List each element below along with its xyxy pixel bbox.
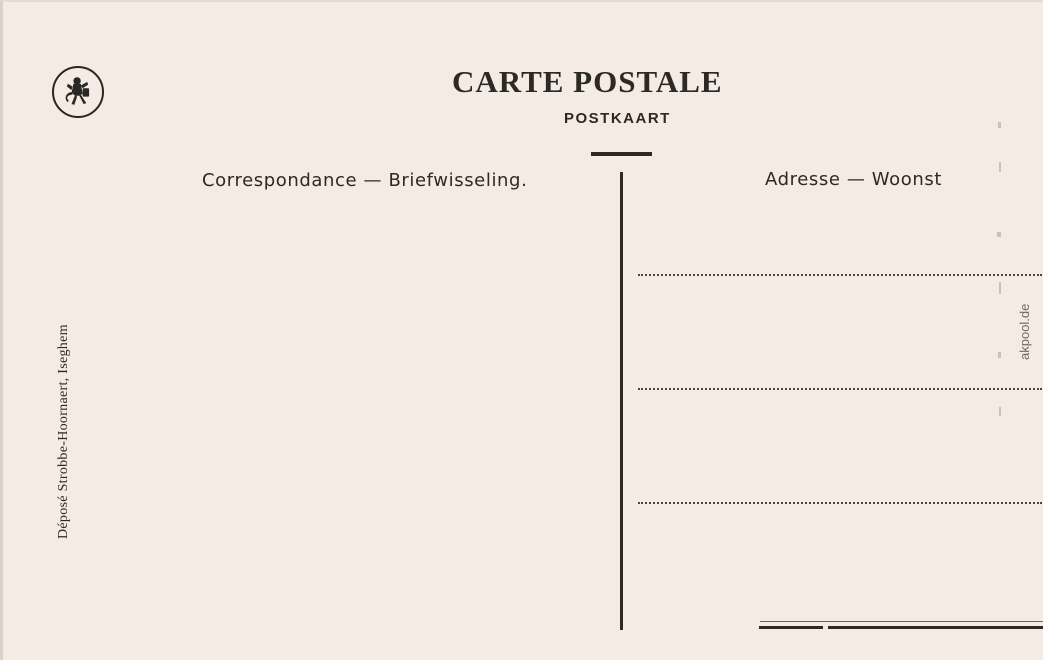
- address-bottom-bar-short: [759, 626, 823, 629]
- address-bottom-thin-rule: [760, 621, 1043, 622]
- postcard-subtitle: POSTKAART: [564, 110, 671, 127]
- correspondence-heading: Correspondance — Briefwisseling.: [202, 170, 528, 191]
- edge-smudge-marks: [993, 122, 1007, 422]
- address-line-3: [638, 502, 1042, 504]
- center-divider-line: [620, 172, 623, 630]
- publisher-imprint: Déposé Strobbe-Hoornaert, Iseghem: [56, 324, 71, 539]
- address-bottom-bar-long: [828, 626, 1043, 629]
- title-underline-bar: [591, 152, 652, 156]
- address-line-1: [638, 274, 1042, 276]
- lion-emblem-icon: [52, 66, 104, 118]
- address-heading: Adresse — Woonst: [765, 169, 942, 190]
- watermark-text: akpool.de: [1017, 303, 1032, 360]
- address-line-2: [638, 388, 1042, 390]
- postcard-title: CARTE POSTALE: [452, 64, 723, 99]
